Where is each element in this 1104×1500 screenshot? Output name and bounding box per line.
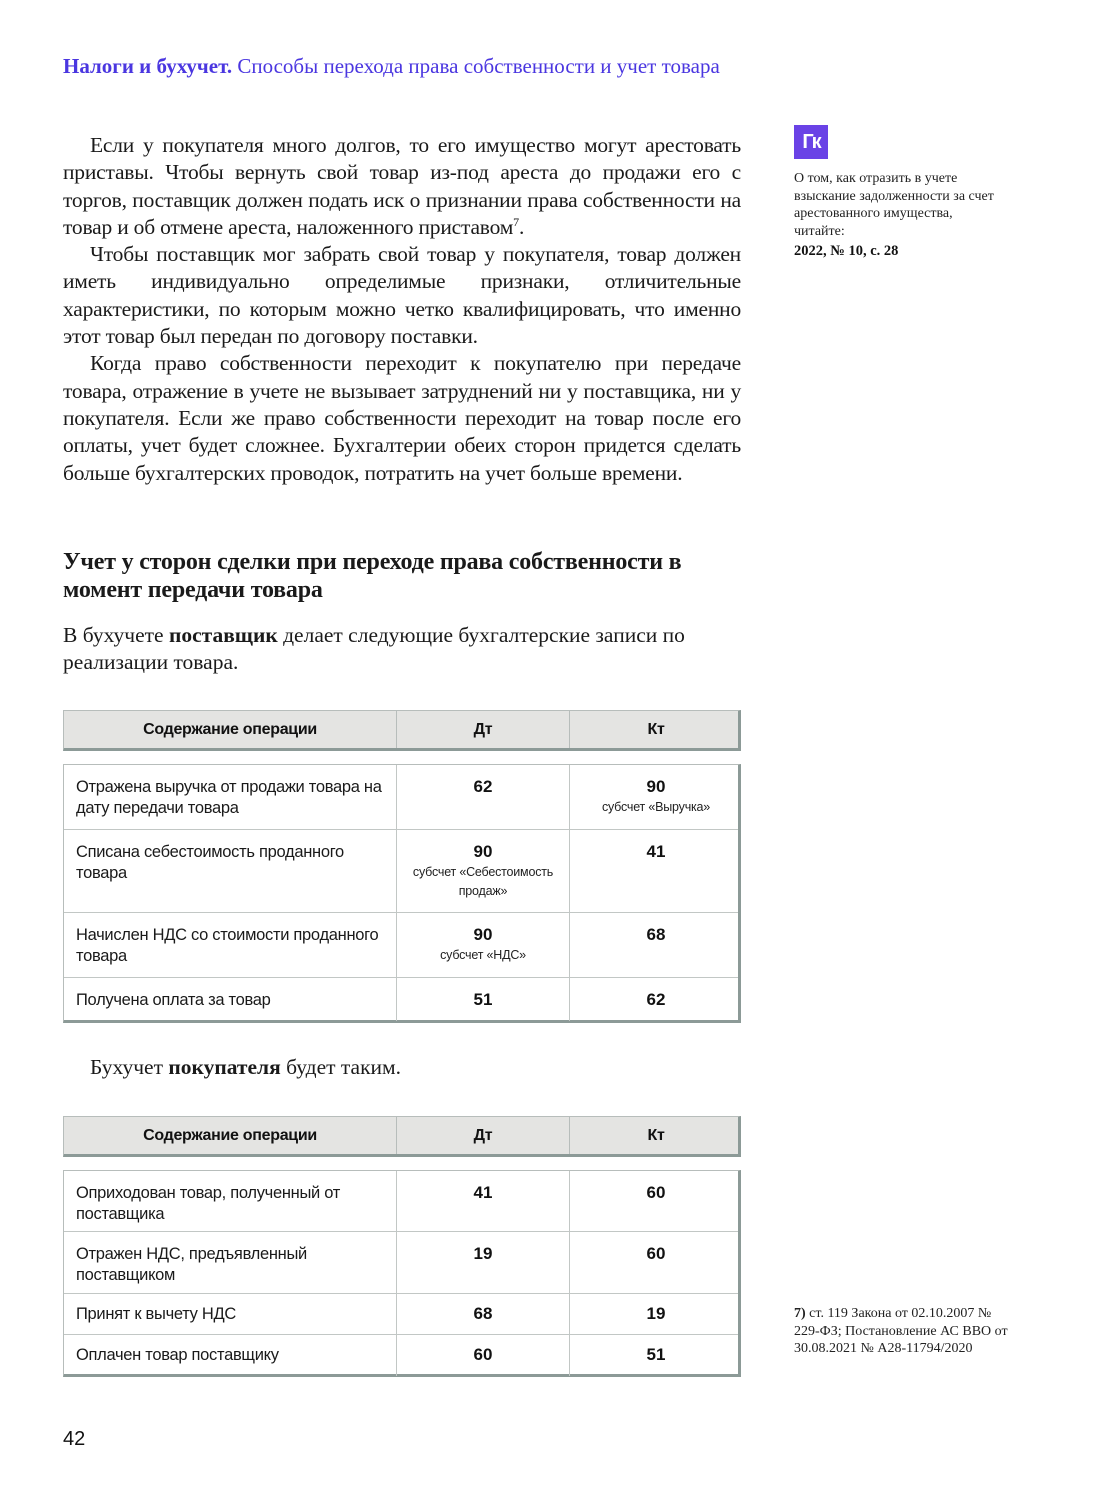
credit-cell: 60 [646,1244,666,1263]
paragraph: Если у покупателя много долгов, то его имущество могут арестовать приставы. Чтобы вернуть свой товар из-под ареста до продажи его с торгов, поставщик должен подать иск о признании права собственности на товар и об отмене ареста, наложенного приставом$^7$. [63,133,741,239]
table-row [64,1335,738,1374]
table-header [63,1116,741,1157]
operation-cell: Оприходован товар, полученный от поставщика [64,1171,397,1235]
footnote-text: ст. 119 Закона от 02.10.2007 № 229-ФЗ; Постановление АС ВВО от 30.08.2021 № А28-11794/2020 [794,1306,1008,1356]
supplier-entries-table [63,710,741,1023]
running-head [63,54,720,79]
credit-cell: 51 [646,1345,666,1364]
credit-cell: 19 [646,1304,666,1323]
side-note [794,125,994,260]
column-header-credit: Кт [647,720,665,738]
debit-cell: 19 [397,1232,570,1296]
credit-cell: 90 субсчет «Выручка» [601,777,711,814]
debit-cell: 90 субсчет «Себестоимость продаж» [397,830,570,912]
table-row [64,1232,738,1294]
credit-cell: 62 [646,990,666,1009]
table-body [63,764,741,1023]
running-head-section: Налоги и бухучет. [63,54,233,78]
table-header [63,710,741,751]
column-header-credit: Кт [647,1126,665,1144]
buyer-intro: Бухучет покупателя будет таким. [90,1055,402,1079]
column-header-operation: Содержание операции [64,1117,397,1154]
footnote-marker[interactable]: 7 [513,214,519,229]
table-row [64,765,738,830]
column-header-debit: Дт [397,711,570,748]
footnote-number: 7) [794,1306,806,1321]
debit-cell: 68 [397,1294,570,1335]
operation-cell: Списана себестоимость проданного товара [64,830,397,912]
operation-cell: Начислен НДС со стоимости проданного товара [64,913,397,977]
operation-cell: Отражен НДС, предъявленный поставщиком [64,1232,397,1296]
table-row [64,830,738,913]
debit-cell: 62 [397,765,570,829]
buyer-entries-table [63,1116,741,1377]
column-header-operation: Содержание операции [64,711,397,748]
debit-cell: 60 [397,1335,570,1376]
side-note-reference[interactable]: 2022, № 10, с. 28 [794,243,899,259]
page-number: 42 [63,1428,86,1450]
side-note-text: О том, как отразить в учете взыскание задолженности за счет арестованного имущества, читайте: [794,171,994,239]
debit-cell: 51 [397,978,570,1021]
footnote [794,1305,1014,1358]
table-row [64,978,738,1020]
body-text [63,132,741,487]
credit-cell: 68 [646,925,666,944]
credit-cell: 60 [646,1183,666,1202]
operation-cell: Оплачен товар поставщику [64,1335,397,1376]
table-row [64,1171,738,1232]
debit-cell: 41 [397,1171,570,1235]
table-row [64,913,738,978]
paragraph: Чтобы поставщик мог забрать свой товар у покупателя, товар должен иметь индивидуально определимые признаки, отличительные характеристики, по которым можно четко квалифицировать, что именно этот товар был передан по договору поставки. [63,242,741,349]
debit-cell: 90 субсчет «НДС» [397,913,570,977]
table-body [63,1170,741,1377]
gk-logo-icon: Гк [794,125,828,159]
credit-cell: 41 [646,842,666,861]
table-row [64,1294,738,1335]
supplier-intro: В бухучете поставщик делает следующие бухгалтерские записи по реализации товара. [63,623,685,675]
column-header-debit: Дт [397,1117,570,1154]
section-heading: Учет у сторон сделки при переходе права собственности в момент передачи товара [63,549,682,603]
operation-cell: Отражена выручка от продажи товара на дату передачи товара [64,765,397,829]
paragraph: Когда право собственности переходит к покупателю при передаче товара, отражение в учете не вызывает затруднений ни у поставщика, ни у покупателя. Если же право собственности переходит на товар после его оплаты, учет будет сложнее. Бухгалтерии обеих сторон придется сделать больше бухгалтерских проводок, потратить на учет больше времени. [63,351,741,485]
running-head-title: Способы перехода права собственности и учет товара [237,54,720,78]
operation-cell: Получена оплата за товар [64,978,397,1021]
operation-cell: Принят к вычету НДС [64,1294,397,1335]
